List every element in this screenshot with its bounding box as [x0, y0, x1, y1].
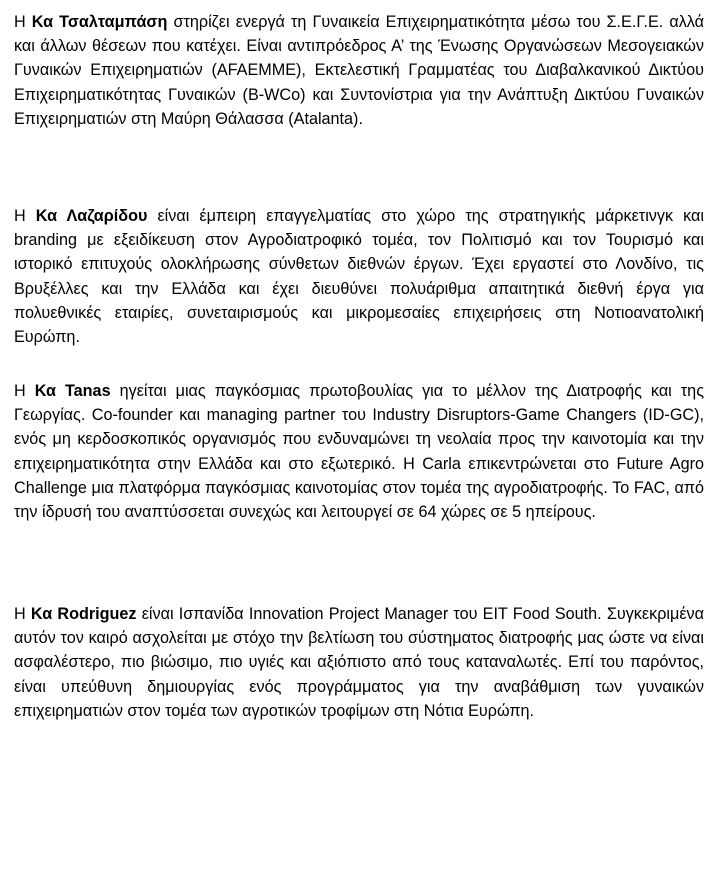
bio-prefix: Η: [14, 382, 35, 400]
bio-paragraph-rodriguez: [14, 602, 704, 723]
bio-text: στηρίζει ενεργά τη Γυναικεία Επιχειρηματικότητα μέσω του Σ.Ε.Γ.Ε. αλλά και άλλων θέσεων που κατέχει. Είναι αντιπρόεδρος Α’ της Ένωσης Οργανώσεων Μεσογειακών Γυναικών Επιχειρηματιών (AFAEMME), Εκτελεστική Γραμματέας του Διαβαλκανικού Δικτύου Επιχειρηματικότητας Γυναικών (B-WCo) και Συντονίστρια για την Ανάπτυξη Δικτύου Γυναικών Επιχειρηματιών στη Μαύρη Θάλασσα (Atalanta).: [14, 13, 705, 128]
bio-paragraph-tanas: [14, 379, 704, 524]
bio-name: Κα Τσαλταμπάση: [31, 13, 168, 31]
bio-paragraph-lazaridou: [14, 204, 704, 349]
bio-text: είναι Ισπανίδα Innovation Project Manager του EIT Food South. Συγκεκριμένα αυτόν τον καιρό ασχολείται με στόχο την βελτίωση του σύστηματος διατροφής μας ώστε να είναι ασφαλέστερο, πιο βιώσιμο, πιο υγιές και αξιόπιστο από τους καταναλωτές. Επί του παρόντος, είναι υπεύθυνη δημιουργίας ενός προγράμματος για την αναβάθμιση των γυναικών επιχειρηματιών στον τομέα των αγροτικών τροφίμων στη Νότια Ευρώπη.: [14, 605, 704, 720]
bio-paragraph-tsaltampasi: [14, 10, 704, 131]
bio-text: είναι έμπειρη επαγγελματίας στο χώρο της στρατηγικής μάρκετινγκ και branding με εξειδίκευση στον Αγροδιατροφικό τομέα, τον Πολιτισμό και τον Τουρισμό και ιστορικό επιτυχούς ολοκλήρωσης σύνθετων διεθνών έργων. Έχει εργαστεί στο Λονδίνο, τις Βρυξέλλες και την Ελλάδα και έχει διευθύνει πολυάριθμα απαιτητικά διεθνή έργα για πολυεθνικές εταιρίες, συνεταιρισμούς και μικρομεσαίες επιχειρήσεις στη Νοτιοανατολική Ευρώπη.: [14, 207, 704, 347]
bio-name: Κα Λαζαρίδου: [35, 207, 148, 225]
bio-text: ηγείται μιας παγκόσμιας πρωτοβουλίας για το μέλλον της Διατροφής και της Γεωργίας. Co-founder και managing partner του Industry Disruptors-Game Changers (ID-GC), ενός μη κερδοσκοπικός οργανισμός που ενδυναμώνει τη νεολαία προς την καινοτομία και την επιχειρηματικότητα στην Ελλάδα και στο εξωτερικό. Η Carla επικεντρώνεται στο Future Agro Challenge μια πλατφόρμα παγκόσμιας καινοτομίας στον τομέα της αγροδιατροφής. Το FAC, από την ίδρυσή του αναπτύσσεται συνεχώς και λειτουργεί σε 64 χώρες σε 5 ηπείρους.: [14, 382, 704, 522]
bio-prefix: Η: [14, 207, 36, 225]
bio-name: Κα Rodriguez: [30, 605, 137, 623]
bio-prefix: Η: [14, 605, 31, 623]
bio-name: Κα Tanas: [34, 382, 111, 400]
bio-prefix: Η: [14, 13, 32, 31]
